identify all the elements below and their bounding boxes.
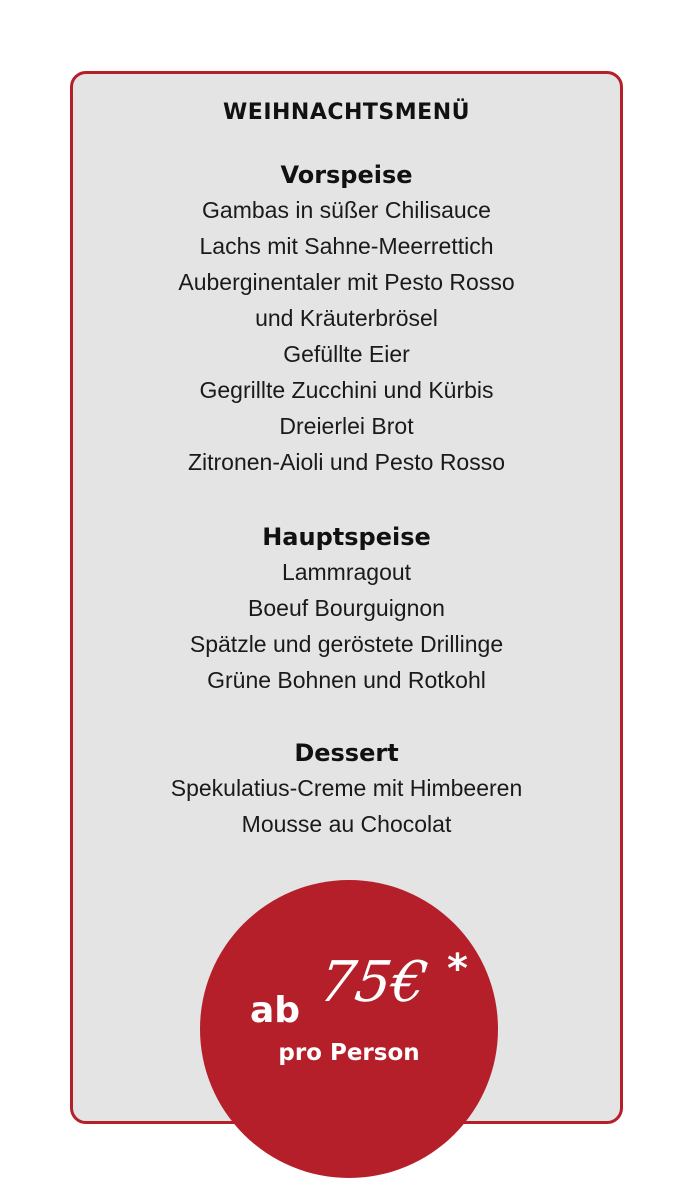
section-heading-hauptspeise: Hauptspeise	[262, 523, 431, 551]
menu-item: Auberginentaler mit Pesto Rosso	[178, 269, 515, 295]
menu-item: Boeuf Bourguignon	[248, 595, 445, 621]
menu-title: WEIHNACHTSMENÜ	[223, 100, 470, 125]
menu-item: Lammragout	[281, 559, 412, 585]
section-dessert	[73, 736, 620, 842]
menu-item: Spätzle und geröstete Drillinge	[189, 631, 504, 657]
price-asterisk: *	[447, 946, 468, 992]
price-value: 75€	[315, 950, 432, 1015]
menu-item: Zitronen-Aioli und Pesto Rosso	[187, 449, 506, 475]
section-heading-dessert: Dessert	[294, 739, 399, 767]
section-hauptspeise	[73, 520, 620, 698]
menu-item: Gefüllte Eier	[283, 341, 410, 367]
menu-item: Spekulatius-Creme mit Himbeeren	[170, 775, 523, 801]
menu-item: Lachs mit Sahne-Meerrettich	[199, 233, 494, 259]
section-heading-vorspeise: Vorspeise	[280, 161, 413, 189]
menu-item: und Kräuterbrösel	[255, 305, 438, 331]
price-badge	[200, 880, 498, 1178]
menu-item: Mousse au Chocolat	[241, 811, 452, 837]
section-vorspeise	[73, 158, 620, 480]
menu-item: Dreierlei Brot	[279, 413, 414, 439]
menu-content	[73, 74, 620, 842]
menu-item: Grüne Bohnen und Rotkohl	[207, 667, 486, 693]
price-prefix: ab	[250, 990, 301, 1031]
price-per-person: pro Person	[278, 1040, 420, 1066]
menu-item: Gambas in süßer Chilisauce	[202, 197, 491, 223]
menu-item: Gegrillte Zucchini und Kürbis	[199, 377, 494, 403]
